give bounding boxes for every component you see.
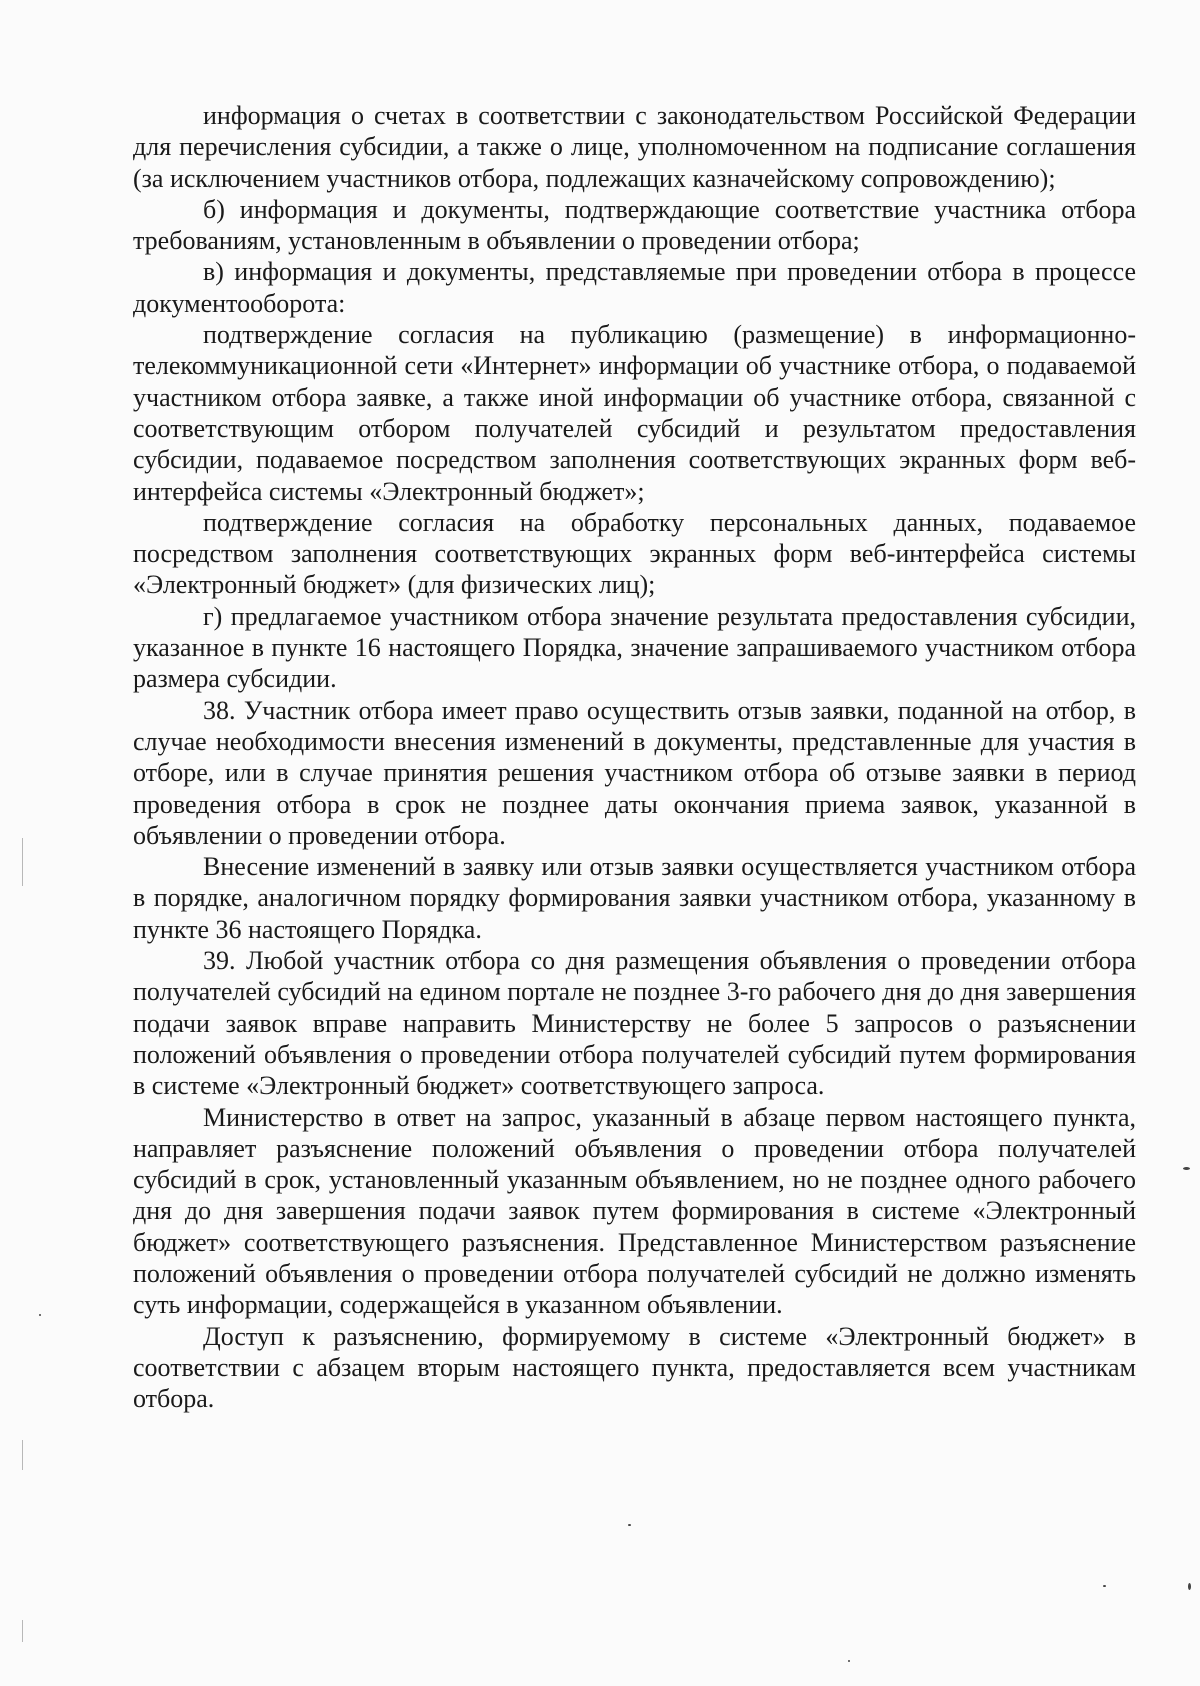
paragraph-ministry-response: Министерство в ответ на запрос, указанный в абзаце первом настоящего пункта, направляет разъяснение положений объявления о проведении отбора получателей субсидий в срок, установленный указанным объявлением, но не позднее одного рабочего дня до дня завершения подачи заявок путем формирования в системе «Электронный бюджет» соответствующего разъяснения. Представленное Министерством разъяснение положений объявления о проведении отбора получателей субсидий не должно изменять суть информации, содержащейся в указанном объявлении. [133,1102,1136,1320]
scan-margin-mark [22,1620,23,1642]
scan-speck [628,1524,631,1526]
paragraph-publication-consent: подтверждение согласия на публикацию (размещение) в информационно-телекоммуникационной сети «Интернет» информации об участнике отбора, о подаваемой участником отбора заявке, а также иной информации об участнике отбора, связанной с соответствующим отбором получателей субсидий и результатом предоставления субсидии, подаваемое посредством заполнения соответствующих экранных форм веб-интерфейса системы «Электронный бюджет»; [133,320,1136,506]
scan-speck [1183,1167,1190,1170]
paragraph-changes-procedure: Внесение изменений в заявку или отзыв заявки осуществляется участником отбора в порядке, аналогичном порядку формирования заявки участником отбора, указанному в пункте 36 настоящего Порядка. [133,852,1136,944]
scan-margin-mark [22,1440,23,1470]
paragraph-access-clarification: Доступ к разъяснению, формируемому в системе «Электронный бюджет» в соответствии с абзацем вторым настоящего пункта, предоставляется всем участникам отбора. [133,1321,1136,1414]
scan-speck [848,1660,850,1662]
paragraph-clause-38: 38. Участник отбора имеет право осуществить отзыв заявки, поданной на отбор, в случае необходимости внесения изменений в документы, представленные для участия в отборе, или в случае принятия решения участником отбора об отзыве заявки в период проведения отбора в срок не позднее даты окончания приема заявок, указанной в объявлении о проведении отбора. [133,695,1136,850]
scan-speck [1103,1585,1106,1587]
paragraph-account-info: информация о счетах в соответствии с законодательством Российской Федерации для перечисления субсидии, а также о лице, уполномоченном на подписание соглашения (за исключением участников отбора, подлежащих казначейскому сопровождению); [133,101,1136,193]
paragraph-item-b: б) информация и документы, подтверждающие соответствие участника отбора требованиям, установленным в объявлении о проведении отбора; [133,194,1136,256]
paragraph-personal-data-consent: подтверждение согласия на обработку персональных данных, подаваемое посредством заполнения соответствующих экранных форм веб-интерфейса системы «Электронный бюджет» (для физических лиц); [133,507,1136,600]
scan-speck [1188,1583,1191,1590]
scan-speck [39,1314,41,1316]
paragraph-item-v: в) информация и документы, представляемые при проведении отбора в процессе документооборота: [133,257,1136,318]
document-body [133,100,1136,1414]
paragraph-item-g: г) предлагаемое участником отбора значение результата предоставления субсидии, указанное в пункте 16 настоящего Порядка, значение запрашиваемого участником отбора размера субсидии. [133,601,1136,694]
paragraph-clause-39: 39. Любой участник отбора со дня размещения объявления о проведении отбора получателей субсидий на едином портале не позднее 3-го рабочего дня до дня завершения подачи заявок вправе направить Министерству не более 5 запросов о разъяснении положений объявления о проведении отбора получателей субсидий путем формирования в системе «Электронный бюджет» соответствующего запроса. [133,946,1136,1101]
scan-margin-mark [22,838,23,886]
